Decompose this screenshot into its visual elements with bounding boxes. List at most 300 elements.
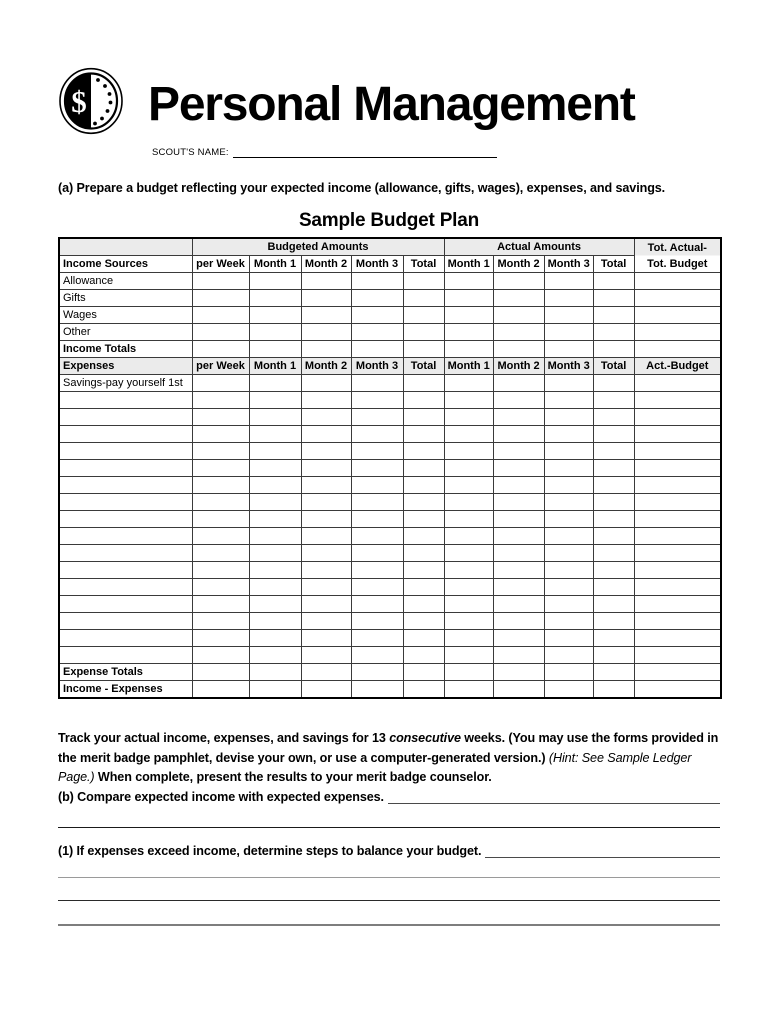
budget-cell[interactable] bbox=[403, 443, 444, 460]
expense-row-label[interactable] bbox=[59, 494, 192, 511]
budget-cell[interactable] bbox=[493, 273, 544, 290]
expense-row-label[interactable] bbox=[59, 477, 192, 494]
budget-cell[interactable] bbox=[493, 562, 544, 579]
budget-cell[interactable] bbox=[634, 579, 721, 596]
actual-amounts-header: Actual Amounts bbox=[444, 238, 634, 256]
scout-name-label: SCOUT'S NAME: bbox=[152, 147, 229, 158]
budget-cell[interactable] bbox=[444, 562, 493, 579]
budget-cell[interactable] bbox=[634, 613, 721, 630]
budget-cell[interactable] bbox=[403, 324, 444, 341]
personal-management-logo bbox=[58, 67, 124, 135]
budget-table bbox=[58, 237, 722, 699]
budget-cell[interactable] bbox=[192, 375, 249, 392]
expense-row-label[interactable] bbox=[59, 647, 192, 664]
budget-cell[interactable] bbox=[634, 681, 721, 699]
budget-cell[interactable] bbox=[403, 511, 444, 528]
budget-cell[interactable] bbox=[301, 664, 351, 681]
budget-cell[interactable] bbox=[403, 375, 444, 392]
budget-cell[interactable] bbox=[249, 511, 301, 528]
budget-cell[interactable] bbox=[593, 375, 634, 392]
expense-row-label[interactable] bbox=[59, 460, 192, 477]
budget-cell[interactable] bbox=[593, 409, 634, 426]
answer-line[interactable] bbox=[58, 827, 720, 828]
budget-cell[interactable] bbox=[249, 494, 301, 511]
budget-cell[interactable] bbox=[351, 392, 403, 409]
budget-cell[interactable] bbox=[192, 647, 249, 664]
budget-cell[interactable] bbox=[249, 409, 301, 426]
expense-row-label[interactable] bbox=[59, 409, 192, 426]
budget-cell[interactable] bbox=[544, 613, 593, 630]
budget-table-body bbox=[59, 238, 721, 698]
page-title: Personal Management bbox=[148, 78, 635, 131]
budget-cell[interactable] bbox=[444, 613, 493, 630]
budget-cell[interactable] bbox=[444, 681, 493, 699]
budget-cell[interactable] bbox=[192, 630, 249, 647]
budget-cell[interactable] bbox=[249, 664, 301, 681]
budget-cell[interactable] bbox=[192, 443, 249, 460]
budget-cell[interactable] bbox=[634, 630, 721, 647]
budget-cell[interactable] bbox=[493, 409, 544, 426]
budget-cell[interactable] bbox=[493, 647, 544, 664]
budget-cell[interactable] bbox=[192, 307, 249, 324]
budget-cell[interactable] bbox=[444, 477, 493, 494]
expense-row-label: Savings-pay yourself 1st bbox=[59, 375, 192, 392]
budget-cell[interactable] bbox=[351, 324, 403, 341]
budget-cell[interactable] bbox=[249, 426, 301, 443]
budget-cell[interactable] bbox=[301, 324, 351, 341]
budget-cell[interactable] bbox=[493, 511, 544, 528]
budget-cell[interactable] bbox=[544, 290, 593, 307]
budget-cell[interactable] bbox=[544, 477, 593, 494]
budget-cell[interactable] bbox=[192, 511, 249, 528]
budget-cell[interactable] bbox=[403, 596, 444, 613]
budget-cell[interactable] bbox=[544, 545, 593, 562]
budget-cell[interactable] bbox=[351, 341, 403, 358]
budget-cell[interactable] bbox=[192, 664, 249, 681]
budget-cell[interactable] bbox=[544, 681, 593, 699]
tracking-note bbox=[58, 729, 722, 788]
budget-cell[interactable] bbox=[493, 545, 544, 562]
budget-cell[interactable] bbox=[351, 409, 403, 426]
budget-cell[interactable] bbox=[634, 392, 721, 409]
budget-cell[interactable] bbox=[403, 409, 444, 426]
budget-cell[interactable] bbox=[192, 681, 249, 699]
budget-cell[interactable] bbox=[351, 273, 403, 290]
budget-cell[interactable] bbox=[634, 528, 721, 545]
budget-cell[interactable] bbox=[544, 443, 593, 460]
budget-cell[interactable] bbox=[249, 681, 301, 699]
column-header: Month 3 bbox=[351, 358, 403, 375]
expense-row-label[interactable] bbox=[59, 528, 192, 545]
budget-cell[interactable] bbox=[544, 562, 593, 579]
budget-cell[interactable] bbox=[301, 579, 351, 596]
budget-cell[interactable] bbox=[444, 630, 493, 647]
budget-cell[interactable] bbox=[351, 290, 403, 307]
budget-cell[interactable] bbox=[249, 562, 301, 579]
budget-cell[interactable] bbox=[544, 409, 593, 426]
budget-cell[interactable] bbox=[351, 443, 403, 460]
column-header: per Week bbox=[192, 256, 249, 273]
income-row-label: Gifts bbox=[59, 290, 192, 307]
budget-cell[interactable] bbox=[192, 290, 249, 307]
budget-cell[interactable] bbox=[593, 460, 634, 477]
budget-cell[interactable] bbox=[493, 681, 544, 699]
budget-cell[interactable] bbox=[301, 681, 351, 699]
budget-cell[interactable] bbox=[544, 307, 593, 324]
expense-row-label[interactable] bbox=[59, 443, 192, 460]
budgeted-amounts-header: Budgeted Amounts bbox=[192, 238, 444, 256]
budget-cell[interactable] bbox=[301, 477, 351, 494]
budget-cell[interactable] bbox=[444, 341, 493, 358]
budget-cell[interactable] bbox=[634, 562, 721, 579]
budget-cell[interactable] bbox=[493, 443, 544, 460]
budget-cell[interactable] bbox=[544, 273, 593, 290]
budget-cell[interactable] bbox=[351, 647, 403, 664]
expense-row-label[interactable] bbox=[59, 426, 192, 443]
budget-cell[interactable] bbox=[249, 630, 301, 647]
budget-cell[interactable] bbox=[301, 460, 351, 477]
budget-cell[interactable] bbox=[403, 290, 444, 307]
budget-cell[interactable] bbox=[493, 596, 544, 613]
budget-cell[interactable] bbox=[544, 392, 593, 409]
column-header: Month 1 bbox=[249, 256, 301, 273]
budget-cell[interactable] bbox=[593, 664, 634, 681]
budget-cell[interactable] bbox=[593, 579, 634, 596]
column-header: Month 2 bbox=[493, 256, 544, 273]
budget-cell[interactable] bbox=[403, 664, 444, 681]
budget-cell[interactable] bbox=[593, 545, 634, 562]
budget-cell[interactable] bbox=[301, 562, 351, 579]
budget-cell[interactable] bbox=[593, 511, 634, 528]
budget-cell[interactable] bbox=[301, 409, 351, 426]
budget-cell[interactable] bbox=[544, 460, 593, 477]
budget-cell[interactable] bbox=[301, 341, 351, 358]
budget-cell[interactable] bbox=[249, 579, 301, 596]
budget-cell[interactable] bbox=[493, 579, 544, 596]
budget-cell[interactable] bbox=[351, 494, 403, 511]
column-header: Month 3 bbox=[544, 256, 593, 273]
budget-cell[interactable] bbox=[192, 579, 249, 596]
answer-line[interactable] bbox=[388, 787, 720, 804]
budget-cell[interactable] bbox=[301, 392, 351, 409]
budget-cell[interactable] bbox=[351, 477, 403, 494]
budget-cell[interactable] bbox=[544, 494, 593, 511]
budget-cell[interactable] bbox=[493, 630, 544, 647]
budget-cell[interactable] bbox=[249, 613, 301, 630]
budget-cell[interactable] bbox=[192, 426, 249, 443]
budget-cell[interactable] bbox=[249, 273, 301, 290]
budget-cell[interactable] bbox=[192, 324, 249, 341]
budget-cell[interactable] bbox=[249, 460, 301, 477]
income-row-label: Other bbox=[59, 324, 192, 341]
budget-cell[interactable] bbox=[403, 307, 444, 324]
budget-cell[interactable] bbox=[634, 511, 721, 528]
budget-cell[interactable] bbox=[249, 647, 301, 664]
budget-cell[interactable] bbox=[444, 511, 493, 528]
column-header: Month 1 bbox=[444, 358, 493, 375]
expense-row-label[interactable] bbox=[59, 596, 192, 613]
expense-row-label[interactable] bbox=[59, 511, 192, 528]
budget-cell[interactable] bbox=[634, 290, 721, 307]
budget-cell[interactable] bbox=[192, 273, 249, 290]
budget-cell[interactable] bbox=[444, 460, 493, 477]
budget-cell[interactable] bbox=[444, 392, 493, 409]
budget-cell[interactable] bbox=[301, 545, 351, 562]
budget-cell[interactable] bbox=[634, 664, 721, 681]
budget-cell[interactable] bbox=[403, 545, 444, 562]
answer-line[interactable] bbox=[58, 924, 720, 926]
budget-cell[interactable] bbox=[249, 324, 301, 341]
budget-cell[interactable] bbox=[301, 613, 351, 630]
budget-cell[interactable] bbox=[593, 562, 634, 579]
budget-cell[interactable] bbox=[544, 630, 593, 647]
budget-cell[interactable] bbox=[249, 341, 301, 358]
budget-cell[interactable] bbox=[634, 409, 721, 426]
budget-cell[interactable] bbox=[493, 375, 544, 392]
budget-cell[interactable] bbox=[192, 596, 249, 613]
expense-totals-label: Expense Totals bbox=[59, 664, 192, 681]
budget-cell[interactable] bbox=[403, 273, 444, 290]
expense-row-label[interactable] bbox=[59, 579, 192, 596]
budget-cell[interactable] bbox=[444, 494, 493, 511]
budget-cell[interactable] bbox=[301, 307, 351, 324]
budget-cell[interactable] bbox=[444, 375, 493, 392]
column-header: Month 2 bbox=[301, 358, 351, 375]
budget-cell[interactable] bbox=[634, 596, 721, 613]
budget-cell[interactable] bbox=[403, 579, 444, 596]
budget-cell[interactable] bbox=[634, 341, 721, 358]
scout-name-input-line[interactable] bbox=[233, 146, 497, 158]
budget-cell[interactable] bbox=[444, 579, 493, 596]
budget-cell[interactable] bbox=[634, 477, 721, 494]
budget-cell[interactable] bbox=[593, 443, 634, 460]
income-minus-expenses-label: Income - Expenses bbox=[59, 681, 192, 699]
budget-cell[interactable] bbox=[444, 273, 493, 290]
budget-cell[interactable] bbox=[593, 290, 634, 307]
budget-cell[interactable] bbox=[444, 290, 493, 307]
budget-cell[interactable] bbox=[593, 613, 634, 630]
budget-cell[interactable] bbox=[444, 596, 493, 613]
budget-cell[interactable] bbox=[301, 647, 351, 664]
budget-cell[interactable] bbox=[634, 273, 721, 290]
budget-cell[interactable] bbox=[493, 307, 544, 324]
budget-cell[interactable] bbox=[593, 494, 634, 511]
budget-cell[interactable] bbox=[351, 579, 403, 596]
budget-cell[interactable] bbox=[192, 562, 249, 579]
answer-line[interactable] bbox=[58, 900, 720, 901]
expense-row-label[interactable] bbox=[59, 392, 192, 409]
budget-cell[interactable] bbox=[493, 664, 544, 681]
budget-cell[interactable] bbox=[301, 630, 351, 647]
budget-cell[interactable] bbox=[351, 545, 403, 562]
budget-cell[interactable] bbox=[249, 290, 301, 307]
budget-cell[interactable] bbox=[544, 664, 593, 681]
budget-cell[interactable] bbox=[444, 426, 493, 443]
budget-cell[interactable] bbox=[403, 341, 444, 358]
budget-cell[interactable] bbox=[593, 681, 634, 699]
budget-cell[interactable] bbox=[351, 528, 403, 545]
budget-cell[interactable] bbox=[301, 443, 351, 460]
budget-cell[interactable] bbox=[593, 273, 634, 290]
column-header: Month 3 bbox=[351, 256, 403, 273]
budget-cell[interactable] bbox=[593, 341, 634, 358]
budget-cell[interactable] bbox=[634, 443, 721, 460]
column-header: Total bbox=[593, 256, 634, 273]
budget-cell[interactable] bbox=[249, 477, 301, 494]
budget-cell[interactable] bbox=[444, 545, 493, 562]
budget-cell[interactable] bbox=[403, 426, 444, 443]
budget-cell[interactable] bbox=[351, 426, 403, 443]
budget-cell[interactable] bbox=[593, 324, 634, 341]
expense-row-label[interactable] bbox=[59, 562, 192, 579]
budget-cell[interactable] bbox=[634, 545, 721, 562]
budget-cell[interactable] bbox=[634, 647, 721, 664]
budget-cell[interactable] bbox=[351, 375, 403, 392]
budget-cell[interactable] bbox=[301, 494, 351, 511]
budget-cell[interactable] bbox=[634, 324, 721, 341]
budget-cell[interactable] bbox=[634, 426, 721, 443]
budget-cell[interactable] bbox=[301, 273, 351, 290]
budget-cell[interactable] bbox=[593, 477, 634, 494]
budget-cell[interactable] bbox=[634, 307, 721, 324]
budget-cell[interactable] bbox=[493, 613, 544, 630]
budget-cell[interactable] bbox=[403, 647, 444, 664]
budget-cell[interactable] bbox=[493, 460, 544, 477]
income-row-label: Wages bbox=[59, 307, 192, 324]
budget-cell[interactable] bbox=[351, 630, 403, 647]
budget-cell[interactable] bbox=[351, 511, 403, 528]
income-totals-label: Income Totals bbox=[59, 341, 192, 358]
budget-cell[interactable] bbox=[593, 630, 634, 647]
budget-cell[interactable] bbox=[544, 426, 593, 443]
budget-cell[interactable] bbox=[444, 647, 493, 664]
budget-cell[interactable] bbox=[493, 392, 544, 409]
budget-cell[interactable] bbox=[249, 443, 301, 460]
budget-cell[interactable] bbox=[544, 341, 593, 358]
budget-cell[interactable] bbox=[403, 630, 444, 647]
budget-cell[interactable] bbox=[192, 494, 249, 511]
budget-cell[interactable] bbox=[192, 613, 249, 630]
budget-cell[interactable] bbox=[249, 596, 301, 613]
budget-cell[interactable] bbox=[544, 528, 593, 545]
budget-cell[interactable] bbox=[544, 596, 593, 613]
budget-cell[interactable] bbox=[493, 290, 544, 307]
budget-cell[interactable] bbox=[192, 545, 249, 562]
budget-cell[interactable] bbox=[403, 562, 444, 579]
column-header: Month 3 bbox=[544, 358, 593, 375]
budget-cell[interactable] bbox=[634, 460, 721, 477]
expense-row-label[interactable] bbox=[59, 545, 192, 562]
column-header: Month 1 bbox=[249, 358, 301, 375]
budget-cell[interactable] bbox=[351, 307, 403, 324]
budget-cell[interactable] bbox=[249, 392, 301, 409]
budget-cell[interactable] bbox=[403, 477, 444, 494]
answer-line[interactable] bbox=[485, 841, 720, 858]
requirement-a-text: (a) Prepare a budget reflecting your expected income (allowance, gifts, wages), expenses, and savings. bbox=[58, 181, 666, 195]
budget-cell[interactable] bbox=[444, 307, 493, 324]
column-header: Total bbox=[593, 358, 634, 375]
budget-cell[interactable] bbox=[444, 528, 493, 545]
budget-cell[interactable] bbox=[403, 460, 444, 477]
budget-cell[interactable] bbox=[403, 392, 444, 409]
budget-cell[interactable] bbox=[444, 664, 493, 681]
tracking-note-segment: consecutive bbox=[389, 731, 461, 745]
budget-cell[interactable] bbox=[493, 341, 544, 358]
column-header: per Week bbox=[192, 358, 249, 375]
budget-cell[interactable] bbox=[444, 443, 493, 460]
budget-cell[interactable] bbox=[493, 477, 544, 494]
budget-cell[interactable] bbox=[351, 562, 403, 579]
budget-cell[interactable] bbox=[544, 647, 593, 664]
budget-cell[interactable] bbox=[544, 511, 593, 528]
budget-cell[interactable] bbox=[444, 324, 493, 341]
budget-cell[interactable] bbox=[634, 375, 721, 392]
total-column-header: Tot. Actual- Tot. Budget bbox=[634, 238, 721, 273]
budget-cell[interactable] bbox=[544, 579, 593, 596]
dollar-sign: $ bbox=[71, 84, 87, 119]
budget-cell[interactable] bbox=[493, 426, 544, 443]
budget-cell[interactable] bbox=[301, 426, 351, 443]
budget-cell[interactable] bbox=[351, 613, 403, 630]
requirement-b1-row bbox=[58, 841, 720, 858]
budget-cell[interactable] bbox=[593, 528, 634, 545]
column-header: Act.-Budget bbox=[634, 358, 721, 375]
budget-cell[interactable] bbox=[351, 460, 403, 477]
budget-cell[interactable] bbox=[593, 426, 634, 443]
budget-cell[interactable] bbox=[249, 528, 301, 545]
budget-cell[interactable] bbox=[351, 681, 403, 699]
budget-cell[interactable] bbox=[301, 511, 351, 528]
budget-cell[interactable] bbox=[593, 307, 634, 324]
expense-row-label[interactable] bbox=[59, 613, 192, 630]
budget-cell[interactable] bbox=[593, 392, 634, 409]
budget-cell[interactable] bbox=[403, 528, 444, 545]
budget-cell[interactable] bbox=[249, 375, 301, 392]
column-header: Total bbox=[403, 358, 444, 375]
answer-line[interactable] bbox=[58, 877, 720, 878]
budget-cell[interactable] bbox=[192, 477, 249, 494]
budget-cell[interactable] bbox=[301, 290, 351, 307]
corner-cell bbox=[59, 238, 192, 256]
budget-cell[interactable] bbox=[301, 375, 351, 392]
budget-cell[interactable] bbox=[192, 528, 249, 545]
budget-cell[interactable] bbox=[249, 307, 301, 324]
budget-cell[interactable] bbox=[192, 409, 249, 426]
budget-cell[interactable] bbox=[403, 494, 444, 511]
budget-cell[interactable] bbox=[192, 392, 249, 409]
budget-cell[interactable] bbox=[192, 460, 249, 477]
budget-cell[interactable] bbox=[192, 341, 249, 358]
budget-cell[interactable] bbox=[593, 596, 634, 613]
budget-cell[interactable] bbox=[249, 545, 301, 562]
budget-cell[interactable] bbox=[301, 596, 351, 613]
budget-cell[interactable] bbox=[634, 494, 721, 511]
budget-cell[interactable] bbox=[403, 681, 444, 699]
expense-row-label[interactable] bbox=[59, 630, 192, 647]
budget-cell[interactable] bbox=[403, 613, 444, 630]
budget-cell[interactable] bbox=[544, 375, 593, 392]
budget-cell[interactable] bbox=[544, 324, 593, 341]
budget-cell[interactable] bbox=[301, 528, 351, 545]
budget-cell[interactable] bbox=[493, 324, 544, 341]
tracking-note-segment: (Hint: See Sample Ledger Page.) bbox=[58, 750, 692, 784]
budget-cell[interactable] bbox=[351, 664, 403, 681]
budget-cell[interactable] bbox=[351, 596, 403, 613]
budget-cell[interactable] bbox=[444, 409, 493, 426]
budget-cell[interactable] bbox=[493, 528, 544, 545]
budget-cell[interactable] bbox=[593, 647, 634, 664]
budget-cell[interactable] bbox=[493, 494, 544, 511]
